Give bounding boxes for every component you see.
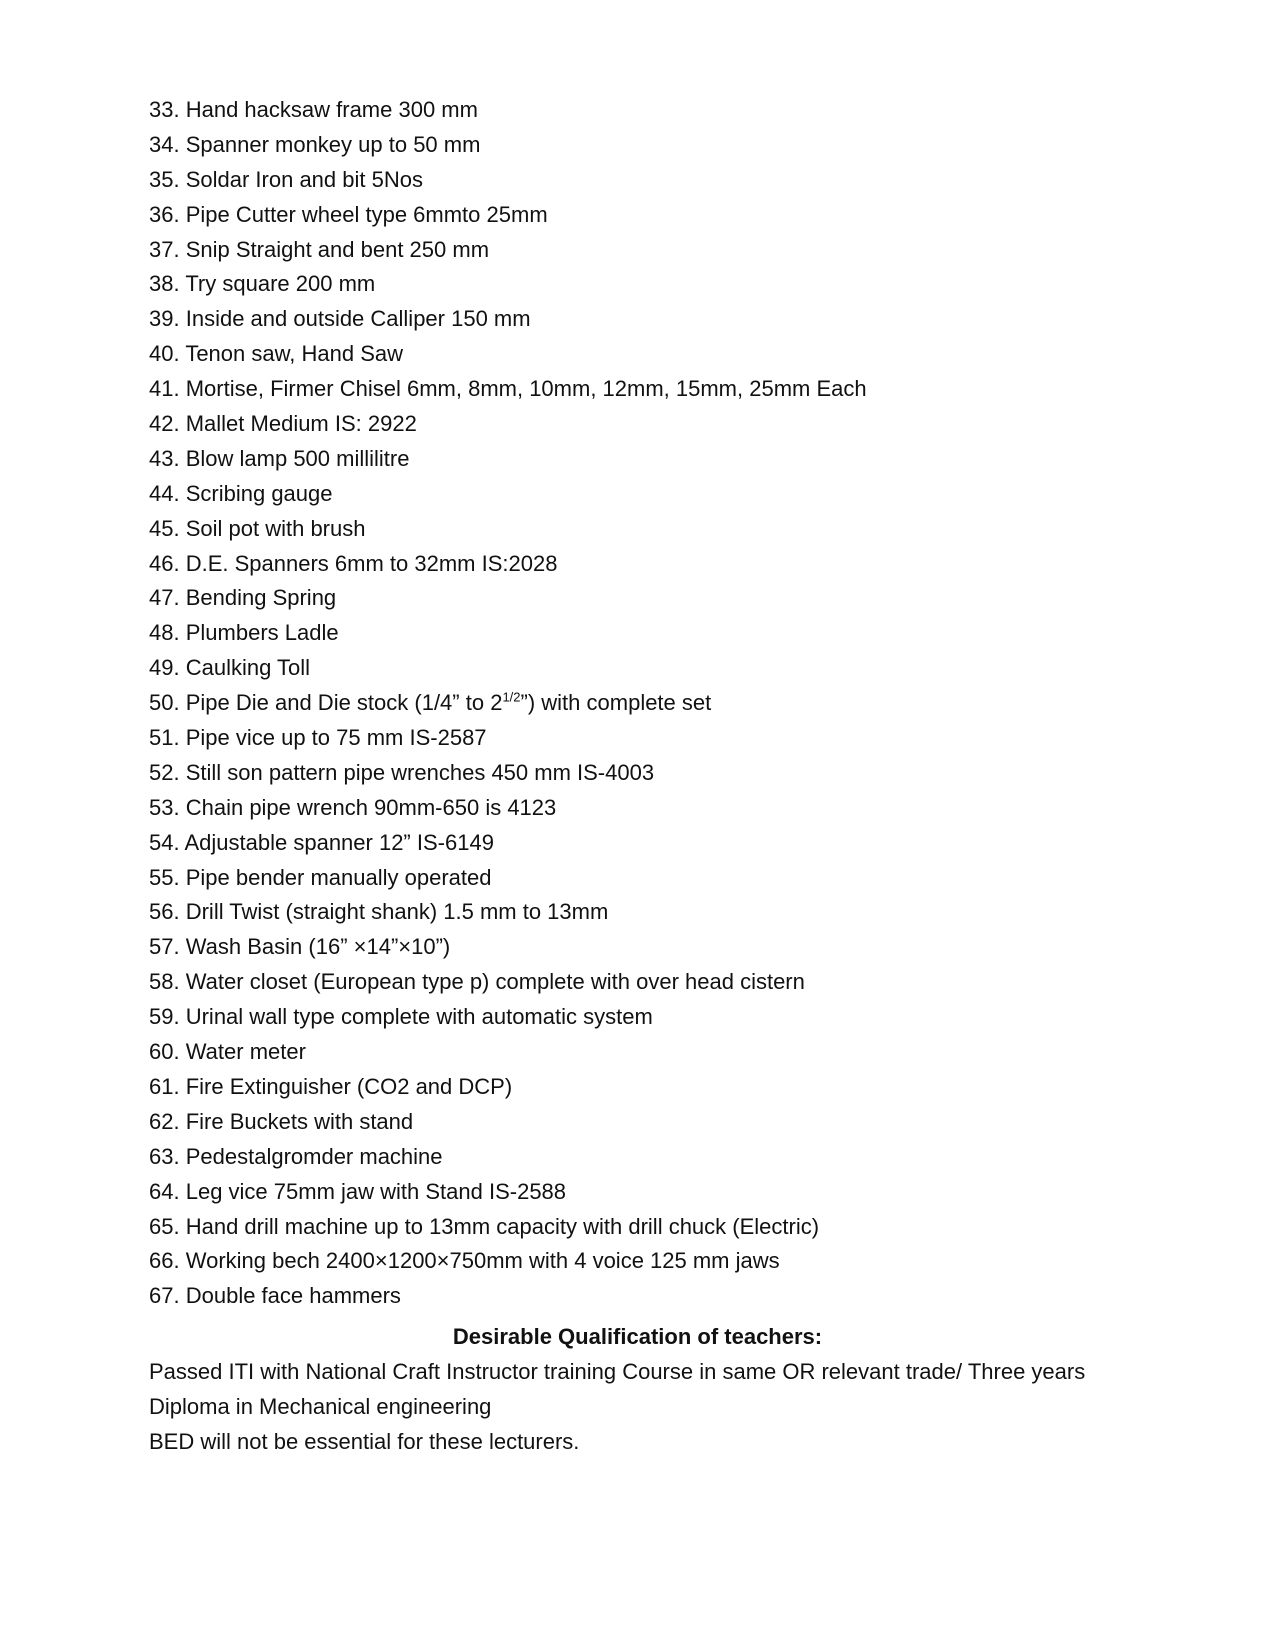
item-number: 52. xyxy=(149,759,180,785)
list-item xyxy=(149,163,1149,198)
equipment-list xyxy=(149,93,1149,1314)
item-text: Try square 200 mm xyxy=(185,271,376,297)
item-text: Pipe vice up to 75 mm IS-2587 xyxy=(185,725,487,751)
item-text: Urinal wall type complete with automatic system xyxy=(185,1004,653,1030)
item-number: 35. xyxy=(149,166,180,192)
item-number: 61. xyxy=(149,1073,180,1099)
list-item xyxy=(149,826,1149,861)
item-text: Inside and outside Calliper 150 mm xyxy=(185,306,531,332)
list-item xyxy=(149,651,1149,686)
item-text: Hand hacksaw frame 300 mm xyxy=(185,97,478,122)
list-item xyxy=(149,267,1149,302)
item-number: 39. xyxy=(149,306,180,332)
list-item xyxy=(149,93,1149,128)
item-number: 62. xyxy=(149,1108,180,1134)
item-text: Working bech 2400×1200×750mm with 4 voice 125 mm jaws xyxy=(185,1248,780,1274)
item-text: Hand drill machine up to 13mm capacity with drill chuck (Electric) xyxy=(185,1213,820,1239)
item-text: Mortise, Firmer Chisel 6mm, 8mm, 10mm, 12mm, 15mm, 25mm Each xyxy=(185,376,867,402)
list-item xyxy=(149,128,1149,163)
item-number: 47. xyxy=(149,585,180,611)
item-number: 43. xyxy=(149,445,180,471)
item-text: Plumbers Ladle xyxy=(185,620,339,646)
item-text: Soldar Iron and bit 5Nos xyxy=(185,166,423,192)
item-text: Fire Extinguisher (CO2 and DCP) xyxy=(185,1073,513,1099)
item-text: Soil pot with brush xyxy=(185,515,366,541)
list-item xyxy=(149,512,1149,547)
section-heading: Desirable Qualification of teachers: xyxy=(452,1324,823,1349)
item-number: 53. xyxy=(149,794,180,820)
item-number: 65. xyxy=(149,1213,180,1239)
item-text: Chain pipe wrench 90mm-650 is 4123 xyxy=(185,794,557,820)
item-text-pre: Pipe Die and Die stock (1/4” to 2 xyxy=(185,690,503,716)
list-item xyxy=(149,616,1149,651)
list-item xyxy=(149,756,1149,791)
item-text: Water closet (European type p) complete with over head cistern xyxy=(185,969,805,995)
item-number: 59. xyxy=(149,1004,180,1030)
item-number: 36. xyxy=(149,201,180,227)
item-text: Fire Buckets with stand xyxy=(185,1108,414,1134)
item-number: 49. xyxy=(149,655,180,681)
list-item xyxy=(149,895,1149,930)
item-number: 56. xyxy=(149,899,180,925)
item-text: Bending Spring xyxy=(185,585,337,611)
list-item xyxy=(149,1175,1149,1210)
list-item xyxy=(149,1140,1149,1175)
item-text: Tenon saw, Hand Saw xyxy=(185,341,404,367)
item-text: Caulking Toll xyxy=(185,655,311,681)
item-text: Leg vice 75mm jaw with Stand IS-2588 xyxy=(185,1178,567,1204)
item-number: 58. xyxy=(149,969,180,995)
list-item xyxy=(149,1244,1149,1279)
list-item xyxy=(149,1000,1149,1035)
item-number: 48. xyxy=(149,620,180,646)
item-text: Pedestalgromder machine xyxy=(185,1143,443,1169)
superscript-fraction: 1/2 xyxy=(502,689,521,705)
item-text: Adjustable spanner 12” IS-6149 xyxy=(184,829,494,855)
item-text: Pipe Cutter wheel type 6mmto 25mm xyxy=(185,201,548,227)
item-text: Scribing gauge xyxy=(185,480,333,506)
item-text: Drill Twist (straight shank) 1.5 mm to 13mm xyxy=(185,899,609,925)
list-item xyxy=(149,965,1149,1000)
item-number: 67. xyxy=(149,1283,180,1309)
list-item xyxy=(149,233,1149,268)
list-item xyxy=(149,547,1149,582)
item-text: Blow lamp 500 millilitre xyxy=(185,445,410,471)
item-text: Still son pattern pipe wrenches 450 mm IS-4003 xyxy=(185,759,655,785)
list-item xyxy=(149,1035,1149,1070)
item-number: 55. xyxy=(149,864,180,890)
item-number: 41. xyxy=(149,376,180,402)
list-item xyxy=(149,372,1149,407)
item-number: 51. xyxy=(149,725,180,751)
item-number: 66. xyxy=(149,1248,180,1274)
item-number: 46. xyxy=(149,550,180,576)
item-number: 34. xyxy=(149,131,180,157)
list-item xyxy=(149,302,1149,337)
list-item xyxy=(149,930,1149,965)
qualification-paragraph xyxy=(149,1355,1149,1460)
item-number: 45. xyxy=(149,515,180,541)
list-item xyxy=(149,791,1149,826)
list-item xyxy=(149,1105,1149,1140)
list-item xyxy=(149,407,1149,442)
item-number: 57. xyxy=(149,934,180,960)
list-item xyxy=(149,861,1149,896)
item-text xyxy=(186,690,712,715)
list-item xyxy=(149,477,1149,512)
item-number: 38. xyxy=(149,271,180,297)
item-text: Snip Straight and bent 250 mm xyxy=(185,236,490,262)
item-number: 54. xyxy=(149,829,180,855)
item-number: 50. xyxy=(149,690,180,716)
item-number: 40. xyxy=(149,341,180,367)
list-item xyxy=(149,581,1149,616)
item-number: 37. xyxy=(149,236,180,262)
list-item xyxy=(149,721,1149,756)
list-item xyxy=(149,442,1149,477)
paragraph-line: Passed ITI with National Craft Instructor training Course in same OR relevant trade/ Three years xyxy=(149,1359,1086,1384)
item-number: 63. xyxy=(149,1143,180,1169)
item-text: Double face hammers xyxy=(185,1283,401,1309)
item-number: 64. xyxy=(149,1178,180,1204)
paragraph-line: BED will not be essential for these lecturers. xyxy=(149,1428,580,1454)
item-number: 42. xyxy=(149,411,180,437)
item-text-post: ”) with complete set xyxy=(520,690,712,716)
list-item xyxy=(149,1279,1149,1314)
item-number: 33. xyxy=(149,97,180,122)
list-item xyxy=(149,1070,1149,1105)
list-item xyxy=(149,337,1149,372)
item-text: Wash Basin (16” ×14”×10”) xyxy=(185,934,451,960)
item-text: Pipe bender manually operated xyxy=(185,864,492,890)
item-text: Water meter xyxy=(185,1039,306,1065)
list-item xyxy=(149,198,1149,233)
item-number: 44. xyxy=(149,480,180,506)
item-text: Spanner monkey up to 50 mm xyxy=(185,131,481,157)
item-text: D.E. Spanners 6mm to 32mm IS:2028 xyxy=(185,550,558,576)
item-number: 60. xyxy=(149,1039,180,1065)
list-item xyxy=(149,686,1149,721)
item-text: Mallet Medium IS: 2922 xyxy=(185,411,417,437)
list-item xyxy=(149,1210,1149,1245)
paragraph-line: Diploma in Mechanical engineering xyxy=(149,1393,492,1419)
